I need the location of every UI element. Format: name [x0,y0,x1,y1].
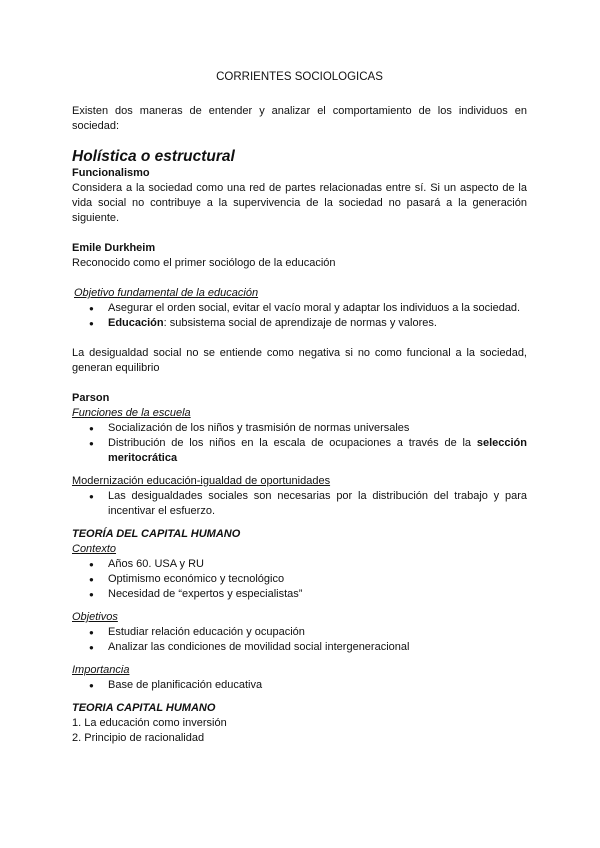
list-item-text: Asegurar el orden social, evitar el vacío moral y adaptar los individuos a la sociedad. [108,302,521,314]
list-item [72,625,527,640]
seleccion-term: selección meritocrática [108,437,527,464]
spacer [72,271,527,286]
list-item [72,587,527,602]
objetivo-heading: Objetivo fundamental de la educación [74,287,259,299]
list-item [72,640,527,655]
objetivos-list [72,625,527,655]
list-item [72,301,527,316]
document-title: CORRIENTES SOCIOLOGICAS [216,71,383,83]
list-item-text: Analizar las condiciones de movilidad social intergeneracional [108,641,410,653]
capital2-item-2: 2. Principio de racionalidad [72,732,205,744]
list-item-text: Estudiar relación educación y ocupación [108,626,305,638]
list-item [72,572,527,587]
spacer [72,331,527,346]
funciones-heading: Funciones de la escuela [72,407,191,419]
list-item [72,489,527,519]
capital2-item-1: 1. La educación como inversión [72,717,227,729]
list-item-text: Distribución de los niños en la escala de ocupaciones a través de la [108,437,477,449]
spacer [72,602,527,610]
spacer [72,519,527,527]
spacer [72,466,527,474]
importancia-list [72,678,527,693]
capital2-heading: TEORIA CAPITAL HUMANO [72,702,216,714]
modernizacion-heading: Modernización educación-igualdad de oportunidades [72,475,331,487]
spacer [72,693,527,701]
document-content [72,70,527,746]
importancia-heading: Importancia [72,664,130,676]
list-item-text: Años 60. USA y RU [108,558,204,570]
objetivo-list [72,301,527,331]
durkheim-paragraph: Reconocido como el primer sociólogo de la educación [72,257,336,269]
modernizacion-list [72,489,527,519]
list-item [72,316,527,331]
spacer [72,376,527,391]
list-item [72,678,527,693]
list-item-text: Base de planificación educativa [108,679,263,691]
intro-paragraph: Existen dos maneras de entender y analizar el comportamiento de los individuos en sociedad: [72,105,527,132]
contexto-heading: Contexto [72,543,117,555]
capital-heading: TEORÍA DEL CAPITAL HUMANO [72,528,241,540]
educacion-term: Educación [108,317,164,329]
spacer [72,655,527,663]
list-item [72,557,527,572]
list-item-text: Necesidad de “expertos y especialistas” [108,588,303,600]
funciones-list [72,421,527,466]
list-item-text: Las desigualdades sociales son necesarias por la distribución del trabajo y para incentivar el esfuerzo. [108,490,527,517]
list-item [72,421,527,436]
durkheim-heading: Emile Durkheim [72,242,156,254]
parson-heading: Parson [72,392,110,404]
funcionalismo-paragraph: Considera a la sociedad como una red de partes relacionadas entre sí. Si un aspecto de la vida social no contribuye a la supervivencia de la sociedad no pasará a la generación siguiente. [72,182,527,224]
list-item [72,436,527,466]
desigualdad-paragraph: La desigualdad social no se entiende como negativa si no como funcional a la sociedad, generan equilibrio [72,347,527,374]
contexto-list [72,557,527,602]
list-item-text: : subsistema social de aprendizaje de normas y valores. [163,317,437,329]
spacer [72,226,527,241]
objetivos-heading: Objetivos [72,611,118,623]
list-item-text: Socialización de los niños y trasmisión de normas universales [108,422,410,434]
funcionalismo-heading: Funcionalismo [72,167,150,179]
list-item-text: Optimismo económico y tecnológico [108,573,285,585]
section-heading-holistica: Holística o estructural [72,148,235,165]
